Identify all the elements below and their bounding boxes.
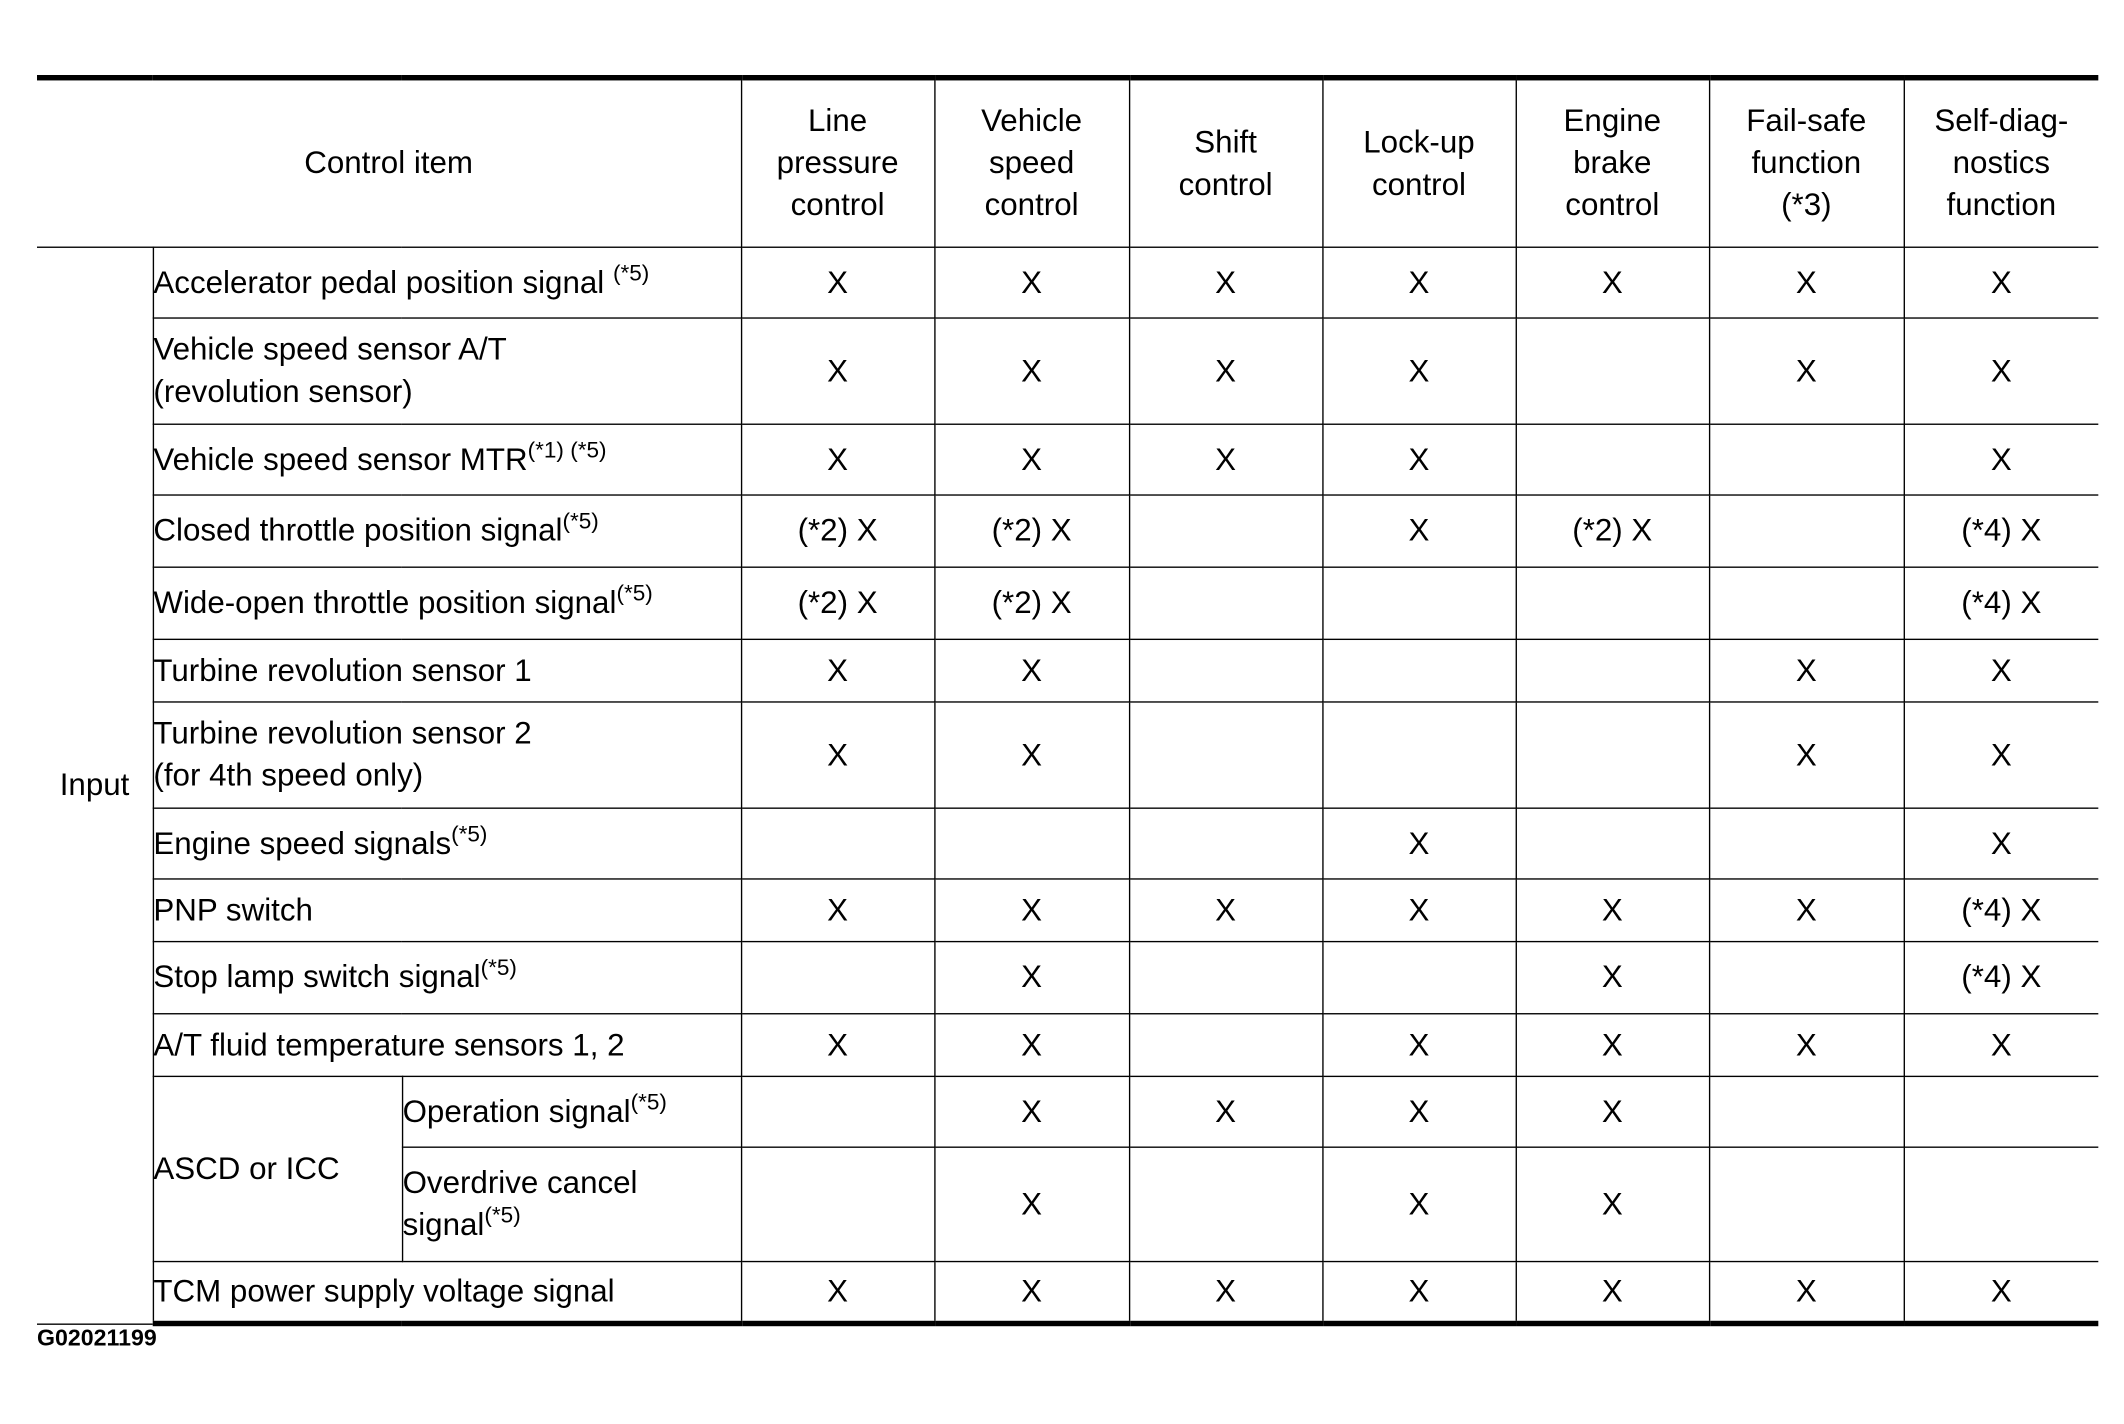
cell-line: Line: [807, 102, 868, 138]
column-header: [1129, 78, 1322, 247]
cell-line: control: [1178, 165, 1273, 202]
table-row: [37, 878, 2098, 941]
column-header: [1904, 78, 2099, 247]
cell-line: Shift: [1194, 123, 1257, 160]
mark-cell: X: [1322, 424, 1515, 495]
cell-line: Stop lamp switch signal: [153, 958, 481, 995]
column-header: [934, 78, 1129, 247]
cell-line: control: [984, 186, 1079, 223]
mark-cell: (*2) X: [934, 567, 1129, 639]
mark-cell: X: [1709, 317, 1904, 423]
table-row: [37, 247, 2098, 318]
cell-line: function: [1946, 186, 2057, 223]
control-item-table: [37, 75, 2098, 1326]
mark-cell: X: [1709, 639, 1904, 702]
mark-cell: [1322, 639, 1515, 702]
signal-name: [153, 1013, 741, 1076]
cell-line: Vehicle speed sensor MTR: [153, 440, 528, 476]
mark-cell: X: [934, 317, 1129, 423]
mark-cell: X: [1904, 1013, 2099, 1076]
mark-cell: X: [1904, 807, 2099, 878]
cell-line: Vehicle: [981, 102, 1083, 138]
mark-cell: X: [1904, 424, 2099, 495]
mark-cell: [1129, 701, 1322, 807]
mark-cell: [1129, 1013, 1322, 1076]
mark-cell: (*4) X: [1904, 941, 2099, 1013]
mark-cell: X: [1904, 247, 2099, 318]
mark-cell: [1322, 701, 1515, 807]
table-row: [37, 317, 2098, 423]
cell-line: control: [1371, 165, 1466, 202]
mark-cell: (*4) X: [1904, 878, 2099, 941]
mark-cell: X: [1709, 1013, 1904, 1076]
cell-line: control: [1565, 186, 1660, 223]
mark-cell: X: [1322, 1076, 1515, 1147]
mark-cell: X: [934, 247, 1129, 318]
mark-cell: X: [1129, 424, 1322, 495]
table-row: [37, 494, 2098, 566]
mark-cell: [934, 807, 1129, 878]
mark-cell: [1709, 424, 1904, 495]
mark-cell: [1516, 639, 1709, 702]
signal-name: [153, 247, 741, 318]
table-row: [37, 424, 2098, 495]
ascd-icc-label: ASCD or ICC: [153, 1076, 402, 1261]
mark-cell: [1516, 807, 1709, 878]
mark-cell: [1709, 807, 1904, 878]
mark-cell: X: [741, 1261, 934, 1324]
mark-cell: X: [1904, 317, 2099, 423]
footnote-marker: (*5): [612, 259, 650, 286]
mark-cell: X: [1322, 1261, 1515, 1324]
cell-line: pressure: [776, 144, 899, 181]
mark-cell: X: [1904, 639, 2099, 702]
mark-cell: (*2) X: [741, 567, 934, 639]
signal-name: [153, 878, 741, 941]
mark-cell: X: [1322, 1147, 1515, 1261]
mark-cell: [1904, 1076, 2099, 1147]
cell-line: Overdrive cancel: [402, 1164, 638, 1200]
mark-cell: [1322, 567, 1515, 639]
cell-line: (for 4th speed only): [153, 757, 424, 793]
figure-code: G02021199: [37, 1324, 157, 1351]
mark-cell: X: [1516, 247, 1709, 318]
cell-line: Self-diag-: [1934, 102, 2069, 138]
mark-cell: [1129, 639, 1322, 702]
mark-cell: (*2) X: [1516, 494, 1709, 566]
table-row: [37, 701, 2098, 807]
mark-cell: [1129, 941, 1322, 1013]
mark-cell: X: [1129, 1076, 1322, 1147]
mark-cell: (*4) X: [1904, 494, 2099, 566]
mark-cell: X: [934, 941, 1129, 1013]
cell-line: function: [1751, 144, 1862, 181]
mark-cell: [1709, 1076, 1904, 1147]
mark-cell: [741, 1147, 934, 1261]
mark-cell: X: [1129, 1261, 1322, 1324]
cell-line: signal: [402, 1206, 485, 1242]
mark-cell: X: [1904, 701, 2099, 807]
column-header: [1516, 78, 1709, 247]
cell-line: Engine speed signals: [153, 824, 452, 860]
cell-line: Engine: [1563, 102, 1662, 138]
mark-cell: X: [934, 1076, 1129, 1147]
mark-cell: X: [934, 1147, 1129, 1261]
mark-cell: X: [1322, 807, 1515, 878]
signal-name: [153, 317, 741, 423]
cell-line: (revolution sensor): [153, 373, 413, 409]
mark-cell: X: [1322, 1013, 1515, 1076]
cell-line: control: [790, 186, 885, 223]
footnote-marker: (*5): [484, 1202, 521, 1229]
mark-cell: X: [1516, 1261, 1709, 1324]
header-row: [37, 78, 2098, 247]
mark-cell: X: [1516, 941, 1709, 1013]
mark-cell: [1709, 494, 1904, 566]
cell-line: Accelerator pedal position signal: [153, 263, 613, 299]
cell-line: nostics: [1952, 144, 2051, 181]
mark-cell: X: [1129, 878, 1322, 941]
mark-cell: [1709, 941, 1904, 1013]
mark-cell: X: [1322, 317, 1515, 423]
mark-cell: X: [1709, 247, 1904, 318]
mark-cell: X: [1322, 247, 1515, 318]
signal-name: [153, 639, 741, 702]
footnote-marker: (*5): [562, 507, 599, 534]
cell-line: brake: [1573, 144, 1652, 181]
mark-cell: X: [741, 639, 934, 702]
mark-cell: [741, 1076, 934, 1147]
mark-cell: (*4) X: [1904, 567, 2099, 639]
control-items-sheet: [37, 75, 2098, 1351]
table-row: [37, 807, 2098, 878]
mark-cell: (*2) X: [741, 494, 934, 566]
mark-cell: X: [934, 878, 1129, 941]
footnote-marker: (*5): [616, 579, 653, 606]
mark-cell: [1129, 567, 1322, 639]
signal-name: [153, 1261, 741, 1324]
mark-cell: X: [1516, 1076, 1709, 1147]
footnote-marker: (*1) (*5): [527, 436, 607, 463]
mark-cell: X: [1516, 1013, 1709, 1076]
signal-name: [153, 701, 741, 807]
mark-cell: X: [741, 247, 934, 318]
mark-cell: [1904, 1147, 2099, 1261]
cell-line: A/T fluid temperature sensors 1, 2: [153, 1026, 625, 1062]
mark-cell: X: [1129, 247, 1322, 318]
cell-line: Operation signal: [402, 1092, 631, 1129]
mark-cell: [1129, 494, 1322, 566]
mark-cell: [1516, 424, 1709, 495]
cell-line: Turbine revolution sensor 2: [153, 714, 532, 751]
mark-cell: X: [1129, 317, 1322, 423]
mark-cell: [1709, 567, 1904, 639]
mark-cell: X: [741, 317, 934, 423]
mark-cell: (*2) X: [934, 494, 1129, 566]
mark-cell: X: [1322, 494, 1515, 566]
footnote-marker: (*5): [630, 1088, 667, 1115]
column-header: [1322, 78, 1515, 247]
mark-cell: X: [934, 701, 1129, 807]
mark-cell: X: [934, 424, 1129, 495]
cell-line: PNP switch: [153, 891, 313, 927]
table-row: [37, 1076, 2098, 1147]
signal-name: [153, 941, 741, 1013]
mark-cell: X: [934, 639, 1129, 702]
footnote-marker: (*5): [480, 954, 517, 981]
cell-line: Lock-up: [1363, 123, 1475, 160]
table-row: [37, 1013, 2098, 1076]
signal-name: [153, 807, 741, 878]
cell-line: Turbine revolution sensor 1: [153, 651, 532, 687]
column-header: [741, 78, 934, 247]
column-header: [1709, 78, 1904, 247]
mark-cell: X: [1322, 878, 1515, 941]
mark-cell: [741, 941, 934, 1013]
mark-cell: X: [934, 1013, 1129, 1076]
mark-cell: X: [741, 878, 934, 941]
cell-line: TCM power supply voltage signal: [153, 1272, 615, 1309]
mark-cell: X: [1904, 1261, 2099, 1324]
mark-cell: X: [1516, 878, 1709, 941]
cell-line: (*3): [1781, 186, 1832, 223]
cell-line: Closed throttle position signal: [153, 512, 563, 548]
signal-name: [153, 567, 741, 639]
cell-line: Wide-open throttle position signal: [153, 584, 617, 620]
mark-cell: [1709, 1147, 1904, 1261]
mark-cell: [1516, 317, 1709, 423]
signal-name: [153, 494, 741, 566]
footnote-marker: (*5): [451, 820, 488, 847]
signal-name: [402, 1076, 741, 1147]
signal-name: [402, 1147, 741, 1261]
cell-line: Vehicle speed sensor A/T: [153, 330, 507, 367]
mark-cell: X: [1709, 878, 1904, 941]
table-row: [37, 941, 2098, 1013]
mark-cell: [1516, 567, 1709, 639]
table-row: [37, 1261, 2098, 1324]
mark-cell: [1516, 701, 1709, 807]
control-item-header: Control item: [37, 78, 741, 247]
signal-name: [153, 424, 741, 495]
mark-cell: [1129, 1147, 1322, 1261]
mark-cell: X: [1709, 701, 1904, 807]
mark-cell: [1322, 941, 1515, 1013]
mark-cell: X: [1516, 1147, 1709, 1261]
mark-cell: X: [934, 1261, 1129, 1324]
input-group-label: Input: [37, 247, 153, 1324]
table-row: [37, 567, 2098, 639]
table-row: [37, 639, 2098, 702]
mark-cell: [741, 807, 934, 878]
cell-line: Fail-safe: [1746, 102, 1867, 138]
mark-cell: X: [741, 424, 934, 495]
mark-cell: X: [1709, 1261, 1904, 1324]
cell-line: speed: [988, 144, 1075, 181]
mark-cell: [1129, 807, 1322, 878]
mark-cell: X: [741, 1013, 934, 1076]
mark-cell: X: [741, 701, 934, 807]
